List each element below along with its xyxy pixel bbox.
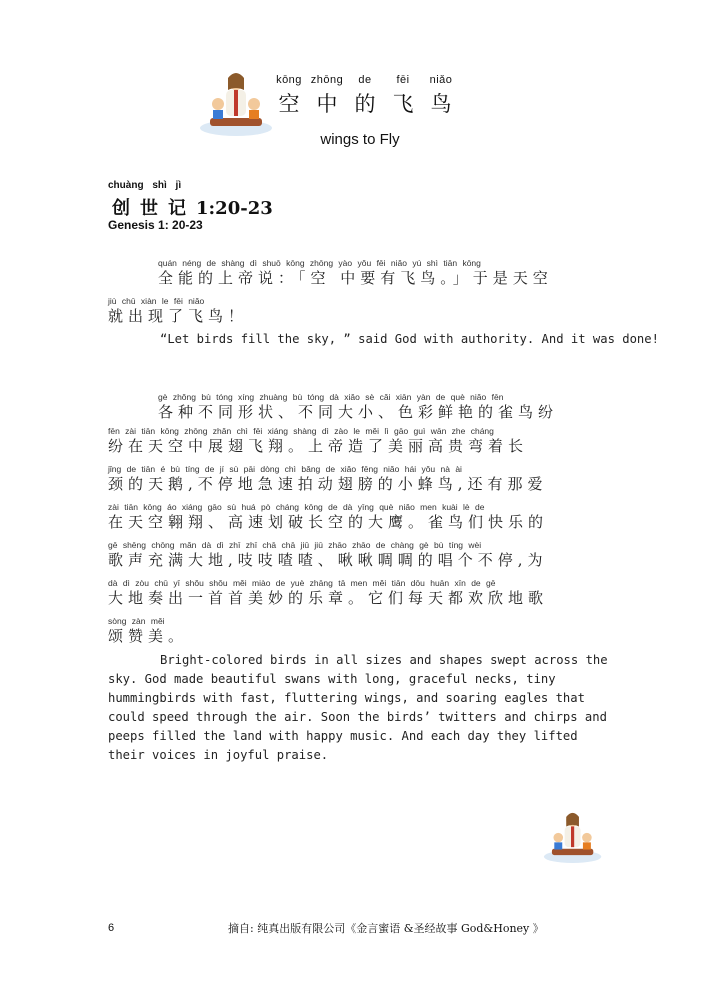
english-paragraph: Bright-colored birds in all sizes and shapes swept across the sky. God made beautiful swans with long, graceful necks, tiny hummingbirds with fast, fluttering wings, and soaring eagles that could speed through the air. Soon the birds’ twitters and chirps and peeps filled the land with happy music. And each day they lifted their voices in joyful praise. <box>108 653 608 762</box>
reference-pinyin: chuàng shì jì <box>108 180 182 191</box>
text-line: sòng zàn měi 颂赞美。 <box>108 616 189 645</box>
title-pinyin: kōng zhōng de fēi niǎo <box>276 74 453 86</box>
text-line: jǐng de tiān é bù tíng de jí sù pāi dòng chì bǎng de xiǎo fēng niǎo hái yǒu nà ài 颈的天鹅,不停地急速拍动翅膀的小蜂鸟,还有那爱 <box>108 464 548 493</box>
jesus-with-children-illustration <box>536 806 606 866</box>
source-credit: 摘自: 纯真出版有限公司《金言蜜语 &圣经故事 God&Honey 》 <box>228 922 544 935</box>
text-line: jiù chū xiàn le fēi niǎo 就出现了飞鸟！ <box>108 296 249 325</box>
reference-english: Genesis 1: 20-23 <box>108 218 203 232</box>
text-line: zài tiān kōng áo xiáng gāo sù huá pò cháng kōng de dà yīng què niǎo men kuài lè de 在天空翱翔、高速划破长空的大鹰。雀鸟们快乐的 <box>108 502 549 531</box>
jesus-with-children-illustration <box>190 66 278 138</box>
english-quote: “Let birds fill the sky, ” said God with authority. And it was done! <box>160 332 659 346</box>
page-number: 6 <box>108 922 115 934</box>
text-line: dà dì zòu chū yī shǒu shǒu měi miào de yuè zhāng tā men měi tiān dōu huān xīn de gē 大地奏出一首首美妙的乐章。它们每天都欢欣地歌 <box>108 578 549 607</box>
title-chinese: 空 中 的 飞 鸟 <box>278 92 452 116</box>
text-line: gè zhǒng bù tóng xíng zhuàng bù tóng dà xiǎo sè cǎi xiān yàn de què niǎo fēn 各种不同形状、不同大小、色彩鲜艳的雀鸟纷 <box>158 392 559 421</box>
title-english: wings to Fly <box>320 131 400 148</box>
text-line: fēn zài tiān kōng zhōng zhǎn chì fēi xiáng shàng dì zào le měi lì gāo guì wān zhe cháng 纷在天空中展翅飞翔。上帝造了美丽高贵弯着长 <box>108 426 529 455</box>
story-title <box>270 74 460 118</box>
reference-chinese: 创 世 记 1:20-23 <box>112 198 273 219</box>
text-line: quán néng de shàng dì shuō kōng zhōng yào yǒu fēi niǎo yú shì tiān kōng 全能的上帝说：「空 中要有飞鸟。」于是天空 <box>158 258 553 287</box>
text-line: gē shēng chōng mǎn dà dì zhī zhī chā chā jiū jiū zhāo zhāo de chàng gè bù tíng wèi 歌声充满大地,吱吱喳喳、啾啾啁啁的唱个不停,为 <box>108 540 548 569</box>
